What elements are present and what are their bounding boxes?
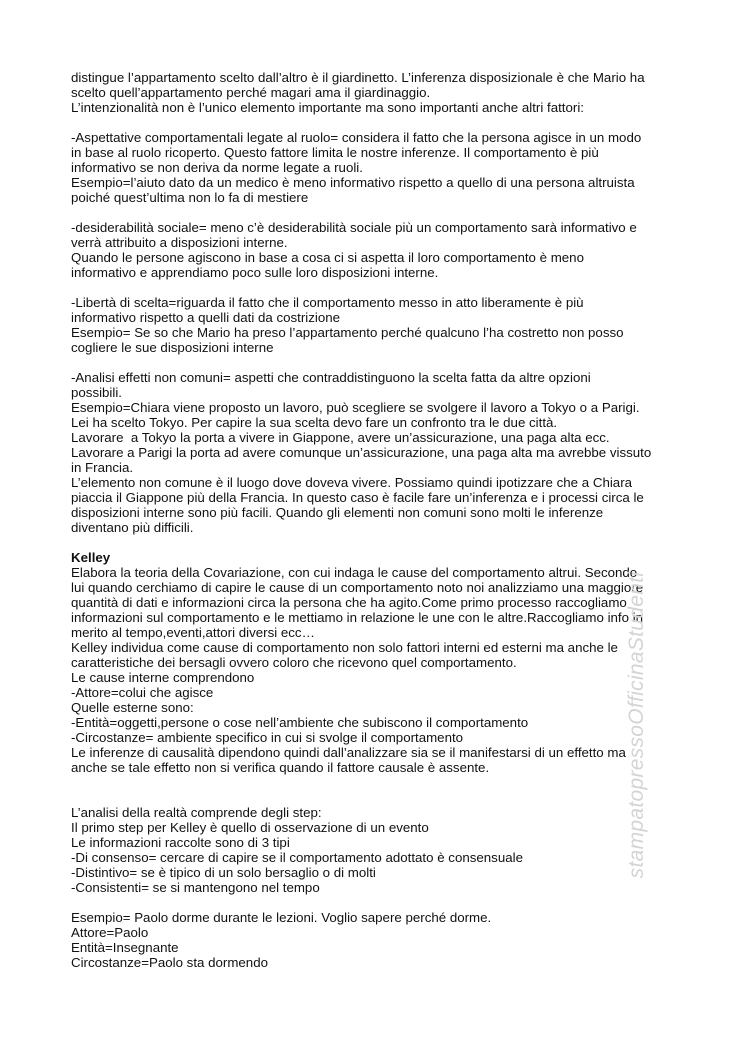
text-line: Esempio= Paolo dorme durante le lezioni. Voglio sapere perché dorme. bbox=[71, 910, 492, 925]
text-line: Il primo step per Kelley è quello di osservazione di un evento bbox=[71, 820, 429, 835]
text-line: L’elemento non comune è il luogo dove doveva vivere. Possiamo quindi ipotizzare che a Chiara bbox=[71, 475, 633, 490]
text-line: distingue l’appartamento scelto dall’altro è il giardinetto. L’inferenza disposizionale è che Mario ha bbox=[71, 70, 645, 85]
text-line: poiché quest’ultima non lo fa di mestiere bbox=[71, 190, 309, 205]
watermark: stampatopressoOfficinaStudenti bbox=[625, 571, 648, 879]
text-line: merito al tempo,eventi,attori diversi ecc… bbox=[71, 625, 315, 640]
text-line: Quando le persone agiscono in base a cosa ci si aspetta il loro comportamento è meno bbox=[71, 250, 584, 265]
blank-line bbox=[71, 895, 711, 910]
text-line: diventano più difficili. bbox=[71, 520, 194, 535]
text-line: Esempio=l’aiuto dato da un medico è meno informativo rispetto a quello di una persona altruista bbox=[71, 175, 635, 190]
text-line: Quelle esterne sono: bbox=[71, 700, 194, 715]
text-line: L’intenzionalità non è l’unico elemento importante ma sono importanti anche altri fattori: bbox=[71, 100, 584, 115]
text-line: -Distintivo= se è tipico di un solo bersaglio o di molti bbox=[71, 865, 376, 880]
text-line: in base al ruolo ricoperto. Questo fattore limita le nostre inferenze. Il comportamento è più bbox=[71, 145, 599, 160]
text-line: -Entità=oggetti,persone o cose nell’ambiente che subiscono il comportamento bbox=[71, 715, 529, 730]
text-line: -Libertà di scelta=riguarda il fatto che il comportamento messo in atto liberamente è più bbox=[71, 295, 584, 310]
text-line: -Di consenso= cercare di capire se il comportamento adottato è consensuale bbox=[71, 850, 523, 865]
text-line: informazioni sul comportamento e le mettiamo in relazione le une con le altre.Raccogliamo info in bbox=[71, 610, 644, 625]
text-line: Lavorare a Parigi la porta ad avere comunque un’assicurazione, una paga alta ma avrebbe vissuto bbox=[71, 445, 652, 460]
text-line: -Attore=colui che agisce bbox=[71, 685, 214, 700]
section-heading: Kelley bbox=[71, 550, 111, 565]
text-line: Elabora la teoria della Covariazione, con cui indaga le cause del comportamento altrui. Secondo bbox=[71, 565, 638, 580]
text-line: Esempio= Se so che Mario ha preso l’appartamento perché qualcuno l’ha costretto non posso bbox=[71, 325, 624, 340]
text-line: -Analisi effetti non comuni= aspetti che contraddistinguono la scelta fatta da altre opzioni bbox=[71, 370, 591, 385]
text-line: piaccia il Giappone più della Francia. In questo caso è facile fare un’inferenza e i processi circa le bbox=[71, 490, 644, 505]
blank-line bbox=[71, 205, 711, 220]
text-line: scelto quell’appartamento perché magari ama il giardinaggio. bbox=[71, 85, 431, 100]
text-line: anche se tale effetto non si verifica quando il fattore causale è assente. bbox=[71, 760, 490, 775]
blank-line bbox=[71, 790, 711, 805]
blank-line bbox=[71, 355, 711, 370]
text-line: Attore=Paolo bbox=[71, 925, 149, 940]
text-line: Kelley individua come cause di comportamento non solo fattori interni ed esterni ma anche le bbox=[71, 640, 618, 655]
text-line: possibili. bbox=[71, 385, 122, 400]
text-line: lui quando cerchiamo di capire le cause di un comportamento noto noi analizziamo una maggiore bbox=[71, 580, 644, 595]
blank-line bbox=[71, 280, 711, 295]
text-line: Lei ha scelto Tokyo. Per capire la sua scelta devo fare un confronto tra le due città. bbox=[71, 415, 558, 430]
text-line: -Circostanze= ambiente specifico in cui si svolge il comportamento bbox=[71, 730, 464, 745]
text-line: L’analisi della realtà comprende degli step: bbox=[71, 805, 322, 820]
text-line: -Aspettative comportamentali legate al ruolo= considera il fatto che la persona agisce in un modo bbox=[71, 130, 642, 145]
text-line: Lavorare a Tokyo la porta a vivere in Giappone, avere un’assicurazione, una paga alta ecc. bbox=[71, 430, 610, 445]
blank-line bbox=[71, 115, 711, 130]
text-line: informativo se non deriva da norme legate a ruoli. bbox=[71, 160, 363, 175]
text-line: Le informazioni raccolte sono di 3 tipi bbox=[71, 835, 290, 850]
text-line: -Consistenti= se si mantengono nel tempo bbox=[71, 880, 320, 895]
text-line: Circostanze=Paolo sta dormendo bbox=[71, 955, 268, 970]
text-line: -desiderabilità sociale= meno c’è desiderabilità sociale più un comportamento sarà informativo e bbox=[71, 220, 637, 235]
text-line: Entità=Insegnante bbox=[71, 940, 179, 955]
text-line: Esempio=Chiara viene proposto un lavoro, può scegliere se svolgere il lavoro a Tokyo o a Parigi. bbox=[71, 400, 640, 415]
text-line: disposizioni interne sono più facili. Quando gli elementi non comuni sono molti le inferenze bbox=[71, 505, 604, 520]
text-line: informativo e apprendiamo poco sulle loro disposizioni interne. bbox=[71, 265, 439, 280]
blank-line bbox=[71, 775, 711, 790]
document-page bbox=[71, 70, 711, 970]
text-line: verrà attribuito a disposizioni interne. bbox=[71, 235, 288, 250]
text-line: quantità di dati e informazioni circa la persona che ha agito.Come primo processo raccogliamo bbox=[71, 595, 627, 610]
blank-line bbox=[71, 535, 711, 550]
text-line: informativo rispetto a quelli dati da costrizione bbox=[71, 310, 341, 325]
text-line: in Francia. bbox=[71, 460, 134, 475]
text-line: Le inferenze di causalità dipendono quindi dall’analizzare sia se il manifestarsi di un effetto ma bbox=[71, 745, 626, 760]
text-line: cogliere le sue disposizioni interne bbox=[71, 340, 274, 355]
text-line: Le cause interne comprendono bbox=[71, 670, 255, 685]
text-line: caratteristiche dei bersagli ovvero coloro che ricevono quel comportamento. bbox=[71, 655, 517, 670]
